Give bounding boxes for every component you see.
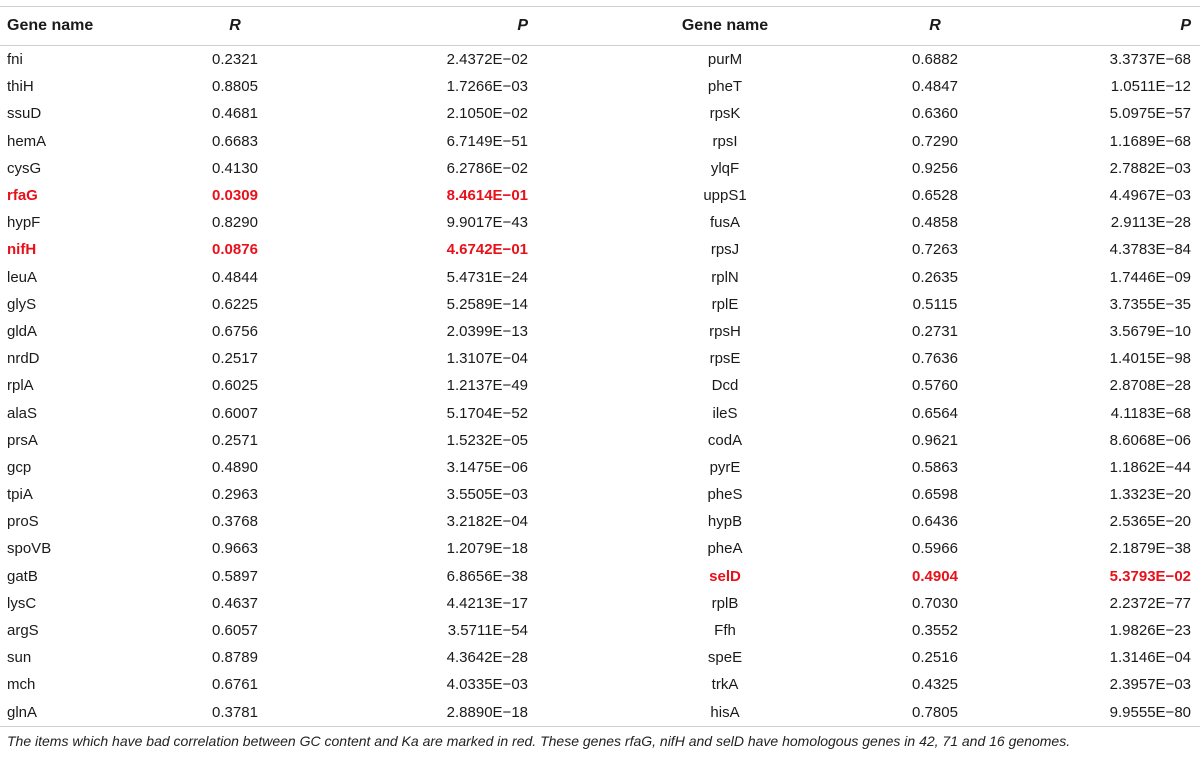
table-row bbox=[0, 345, 1200, 372]
r-value-right: 0.4325 bbox=[912, 676, 958, 694]
p-value-right: 3.5679E−10 bbox=[1109, 322, 1191, 340]
table-row bbox=[0, 671, 1200, 698]
p-value-left: 4.0335E−03 bbox=[446, 676, 528, 694]
table-body bbox=[0, 46, 1200, 727]
header-p-left: P bbox=[320, 7, 600, 46]
gene-name-right: codA bbox=[707, 431, 743, 449]
gene-name-right: Dcd bbox=[711, 377, 739, 395]
r-value-left: 0.4130 bbox=[212, 159, 258, 177]
r-value-right: 0.9621 bbox=[912, 431, 958, 449]
r-value-left: 0.6225 bbox=[212, 295, 258, 313]
gene-name-right: rpsE bbox=[709, 350, 741, 368]
r-value-right: 0.5863 bbox=[912, 458, 958, 476]
table-row bbox=[0, 590, 1200, 617]
p-value-left: 1.7266E−03 bbox=[446, 78, 528, 96]
table-row bbox=[0, 481, 1200, 508]
r-value-right: 0.9256 bbox=[912, 159, 958, 177]
header-gene-name-left: Gene name bbox=[0, 7, 150, 46]
r-value-right: 0.2635 bbox=[912, 268, 958, 286]
gene-name-left: glnA bbox=[0, 699, 150, 727]
table-row bbox=[0, 128, 1200, 155]
gene-name-left: hemA bbox=[7, 132, 47, 150]
p-value-right: 4.1183E−68 bbox=[1110, 404, 1191, 422]
table-row bbox=[0, 372, 1200, 399]
r-value-right: 0.6598 bbox=[912, 486, 958, 504]
r-value-right: 0.6436 bbox=[912, 513, 958, 531]
p-value-right: 2.3957E−03 bbox=[1109, 676, 1191, 694]
gene-name-right: purM bbox=[707, 51, 743, 69]
gene-name-left: tpiA bbox=[7, 486, 33, 504]
gene-name-left: argS bbox=[7, 622, 39, 640]
r-value-right: 0.3552 bbox=[912, 622, 958, 640]
gene-correlation-table bbox=[0, 6, 1200, 727]
r-value-right: 0.6360 bbox=[912, 105, 958, 123]
p-value-left: 9.9017E−43 bbox=[446, 214, 528, 232]
gene-name-left: thiH bbox=[7, 78, 34, 96]
gene-name-left: nifH bbox=[7, 241, 37, 259]
p-value-left: 4.4213E−17 bbox=[446, 594, 528, 612]
r-value-left: 0.2321 bbox=[212, 51, 258, 69]
gene-name-left: mch bbox=[7, 676, 36, 694]
r-value-right: 0.4858 bbox=[912, 214, 958, 232]
p-value-left: 8.4614E−01 bbox=[446, 187, 528, 205]
p-value-left: 4.3642E−28 bbox=[446, 649, 528, 667]
table-row bbox=[0, 454, 1200, 481]
r-value-left: 0.6025 bbox=[212, 377, 258, 395]
table-row bbox=[0, 318, 1200, 345]
p-value-left: 6.8656E−38 bbox=[446, 567, 528, 585]
gene-name-right: rplB bbox=[711, 594, 739, 612]
r-value-right: 0.7263 bbox=[912, 241, 958, 259]
gene-name-left: glyS bbox=[7, 295, 37, 313]
p-value-right: 1.7446E−09 bbox=[1109, 268, 1191, 286]
gene-name-left: ssuD bbox=[7, 105, 42, 123]
p-value-right: 1.3323E−20 bbox=[1109, 486, 1191, 504]
r-value-left: 0.5897 bbox=[212, 567, 258, 585]
gene-name-right: trkA bbox=[711, 676, 739, 694]
p-value-right: 3.7355E−35 bbox=[1109, 295, 1191, 313]
p-value-left: 4.6742E−01 bbox=[446, 241, 528, 259]
header-p-right: P bbox=[1020, 7, 1200, 46]
p-value-left: 5.1704E−52 bbox=[446, 404, 528, 422]
gene-name-right: hypB bbox=[707, 513, 743, 531]
r-value-right: 0.2731 bbox=[912, 322, 958, 340]
table-row bbox=[0, 236, 1200, 263]
r-value-right: 0.7290 bbox=[912, 132, 958, 150]
header-r-right: R bbox=[850, 7, 1020, 46]
r-value-left: 0.4637 bbox=[212, 594, 258, 612]
table-row bbox=[0, 617, 1200, 644]
p-value-right: 2.9113E−28 bbox=[1110, 214, 1191, 232]
r-value-right: 0.7636 bbox=[912, 350, 958, 368]
r-value-left: 0.2571 bbox=[212, 431, 258, 449]
p-value-right: 1.1862E−44 bbox=[1109, 458, 1191, 476]
gene-name-left: leuA bbox=[7, 268, 38, 286]
p-value-right: 1.4015E−98 bbox=[1109, 350, 1191, 368]
p-value-right: 9.9555E−80 bbox=[1020, 699, 1200, 727]
p-value-left: 5.4731E−24 bbox=[446, 268, 528, 286]
r-value-left: 0.6761 bbox=[212, 676, 258, 694]
p-value-right: 2.5365E−20 bbox=[1109, 513, 1191, 531]
table-row bbox=[0, 563, 1200, 590]
r-value-left: 0.8805 bbox=[212, 78, 258, 96]
r-value-left: 0.3781 bbox=[150, 699, 320, 727]
gene-name-right: rpsH bbox=[709, 322, 741, 340]
gene-name-right: hisA bbox=[600, 699, 850, 727]
p-value-right: 1.1689E−68 bbox=[1109, 132, 1191, 150]
gene-name-right: pyrE bbox=[709, 458, 741, 476]
table-row bbox=[0, 155, 1200, 182]
r-value-left: 0.6057 bbox=[212, 622, 258, 640]
p-value-left: 1.2079E−18 bbox=[446, 540, 528, 558]
r-value-right: 0.5760 bbox=[912, 377, 958, 395]
r-value-right: 0.4904 bbox=[912, 567, 958, 585]
gene-name-left: sun bbox=[7, 649, 32, 667]
p-value-left: 3.1475E−06 bbox=[446, 458, 528, 476]
p-value-right: 8.6068E−06 bbox=[1109, 431, 1191, 449]
p-value-left: 2.8890E−18 bbox=[320, 699, 600, 727]
r-value-left: 0.6683 bbox=[212, 132, 258, 150]
gene-name-left: prsA bbox=[7, 431, 38, 449]
gene-name-right: ylqF bbox=[710, 159, 740, 177]
r-value-right: 0.4847 bbox=[912, 78, 958, 96]
p-value-right: 4.3783E−84 bbox=[1109, 241, 1191, 259]
r-value-left: 0.6007 bbox=[212, 404, 258, 422]
r-value-left: 0.6756 bbox=[212, 322, 258, 340]
r-value-right: 0.7030 bbox=[912, 594, 958, 612]
gene-name-left: proS bbox=[7, 513, 39, 531]
gene-name-right: rpsK bbox=[709, 105, 741, 123]
gene-name-right: rpsJ bbox=[710, 241, 740, 259]
table-row bbox=[0, 264, 1200, 291]
p-value-right: 1.0511E−12 bbox=[1110, 78, 1191, 96]
r-value-left: 0.4890 bbox=[212, 458, 258, 476]
p-value-left: 1.2137E−49 bbox=[446, 377, 528, 395]
r-value-left: 0.9663 bbox=[212, 540, 258, 558]
gene-name-right: Ffh bbox=[714, 622, 736, 640]
r-value-left: 0.0309 bbox=[212, 187, 258, 205]
p-value-left: 3.5711E−54 bbox=[447, 622, 528, 640]
p-value-right: 2.2372E−77 bbox=[1109, 594, 1191, 612]
p-value-left: 2.0399E−13 bbox=[446, 322, 528, 340]
r-value-left: 0.4844 bbox=[212, 268, 258, 286]
p-value-left: 2.1050E−02 bbox=[446, 105, 528, 123]
gene-name-left: gldA bbox=[7, 322, 38, 340]
r-value-right: 0.2516 bbox=[912, 649, 958, 667]
p-value-right: 5.0975E−57 bbox=[1109, 105, 1191, 123]
gene-name-right: rpsI bbox=[712, 132, 738, 150]
gene-name-left: fni bbox=[7, 51, 23, 69]
p-value-right: 2.8708E−28 bbox=[1109, 377, 1191, 395]
r-value-left: 0.4681 bbox=[212, 105, 258, 123]
p-value-right: 3.3737E−68 bbox=[1109, 51, 1191, 69]
table-row bbox=[0, 73, 1200, 100]
table-row bbox=[0, 644, 1200, 671]
p-value-left: 5.2589E−14 bbox=[446, 295, 528, 313]
table-row bbox=[0, 508, 1200, 535]
r-value-right: 0.6564 bbox=[912, 404, 958, 422]
r-value-left: 0.8290 bbox=[212, 214, 258, 232]
r-value-right: 0.6882 bbox=[912, 51, 958, 69]
table-row bbox=[0, 535, 1200, 562]
gene-name-left: alaS bbox=[7, 404, 38, 422]
p-value-right: 1.9826E−23 bbox=[1109, 622, 1191, 640]
p-value-right: 4.4967E−03 bbox=[1109, 187, 1191, 205]
p-value-left: 3.5505E−03 bbox=[446, 486, 528, 504]
r-value-left: 0.3768 bbox=[212, 513, 258, 531]
gene-name-left: rplA bbox=[7, 377, 34, 395]
gene-name-right: rplN bbox=[711, 268, 739, 286]
gene-name-right: pheA bbox=[707, 540, 743, 558]
table-footnote: The items which have bad correlation between GC content and Ka are marked in red. These genes rfaG, nifH and selD have homologous genes in 42, 71 and 16 genomes. bbox=[7, 733, 1071, 749]
gene-name-right: pheT bbox=[707, 78, 743, 96]
gene-name-right: ileS bbox=[712, 404, 738, 422]
gene-name-left: gatB bbox=[7, 567, 38, 585]
r-value-left: 0.0876 bbox=[212, 241, 258, 259]
header-gene-name-right: Gene name bbox=[600, 7, 850, 46]
p-value-left: 6.7149E−51 bbox=[446, 132, 528, 150]
header-r-left: R bbox=[150, 7, 320, 46]
gene-name-right: selD bbox=[709, 567, 741, 585]
gene-name-right: uppS1 bbox=[703, 187, 747, 205]
p-value-right: 2.1879E−38 bbox=[1109, 540, 1191, 558]
table-row bbox=[0, 427, 1200, 454]
gene-name-left: lysC bbox=[7, 594, 37, 612]
gene-name-left: spoVB bbox=[7, 540, 52, 558]
gene-name-right: fusA bbox=[709, 214, 740, 232]
table-row bbox=[0, 182, 1200, 209]
r-value-right: 0.7805 bbox=[850, 699, 1020, 727]
table-row bbox=[0, 100, 1200, 127]
gene-name-left: gcp bbox=[7, 458, 32, 476]
p-value-left: 1.5232E−05 bbox=[446, 431, 528, 449]
table-row bbox=[0, 209, 1200, 236]
p-value-left: 6.2786E−02 bbox=[446, 159, 528, 177]
r-value-left: 0.2963 bbox=[212, 486, 258, 504]
gene-name-left: nrdD bbox=[7, 350, 40, 368]
r-value-right: 0.5115 bbox=[912, 295, 958, 313]
r-value-left: 0.8789 bbox=[212, 649, 258, 667]
gene-name-left: cysG bbox=[7, 159, 42, 177]
gene-name-right: speE bbox=[707, 649, 743, 667]
r-value-right: 0.6528 bbox=[912, 187, 958, 205]
gene-name-right: pheS bbox=[707, 486, 743, 504]
r-value-right: 0.5966 bbox=[912, 540, 958, 558]
gene-name-left: rfaG bbox=[7, 187, 38, 205]
gene-name-left: hypF bbox=[7, 214, 41, 232]
table-row bbox=[0, 46, 1200, 74]
p-value-left: 3.2182E−04 bbox=[446, 513, 528, 531]
p-value-right: 5.3793E−02 bbox=[1109, 567, 1191, 585]
p-value-left: 2.4372E−02 bbox=[446, 51, 528, 69]
gene-name-right: rplE bbox=[711, 295, 739, 313]
p-value-left: 1.3107E−04 bbox=[446, 350, 528, 368]
table-row bbox=[0, 291, 1200, 318]
table-header-row bbox=[0, 7, 1200, 46]
p-value-right: 2.7882E−03 bbox=[1109, 159, 1191, 177]
p-value-right: 1.3146E−04 bbox=[1109, 649, 1191, 667]
table-row bbox=[0, 699, 1200, 727]
r-value-left: 0.2517 bbox=[212, 350, 258, 368]
table-row bbox=[0, 399, 1200, 426]
